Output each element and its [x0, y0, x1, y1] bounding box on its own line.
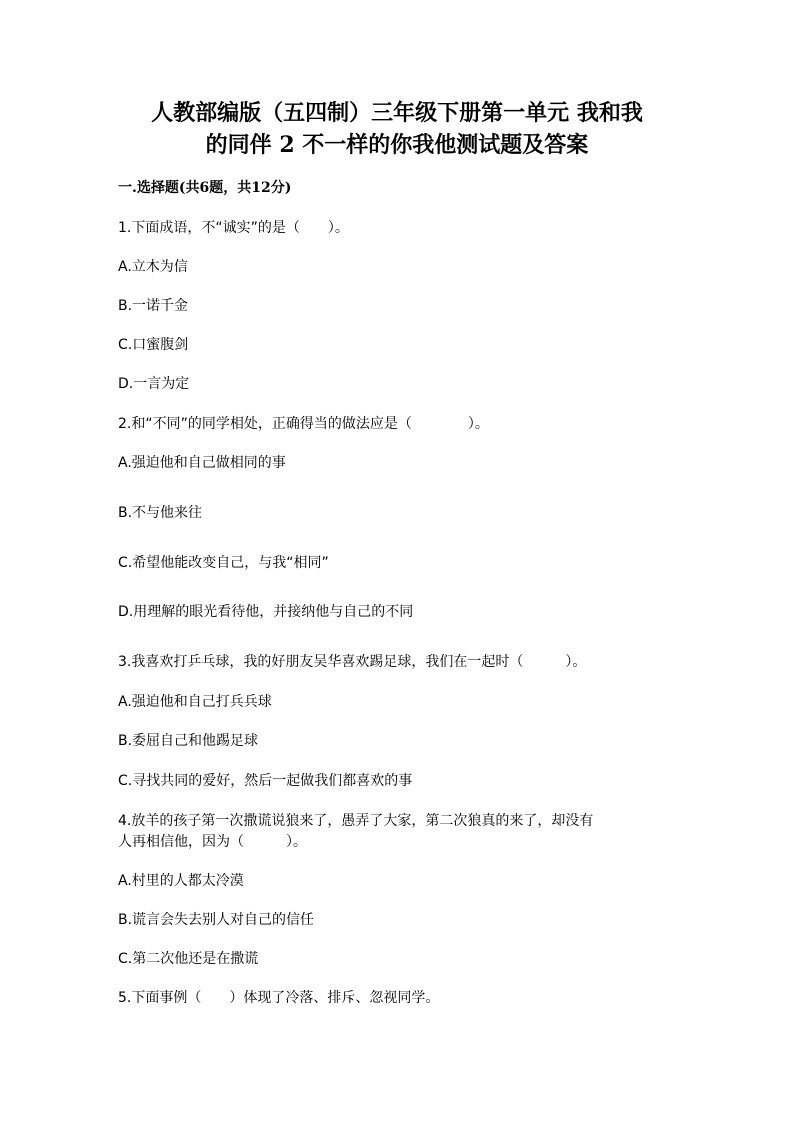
question-2-stem: 2.和“不同”的同学相处，正确得当的做法应是（ ）。 — [118, 416, 489, 432]
question-4-stem-line-1: 4.放羊的孩子第一次撒谎说狼来了，愚弄了大家，第二次狼真的来了，却没有 — [118, 813, 594, 829]
question-4-option-b: B.谎言会失去别人对自己的信任 — [118, 912, 315, 928]
question-2-option-c: C.希望他能改变自己，与我“相同” — [118, 555, 329, 571]
question-4-stem-line-2: 人再相信他，因为（ ）。 — [118, 834, 307, 850]
document-title-line-1: 人教部编版（五四制）三年级下册第一单元 我和我 — [151, 100, 643, 126]
question-1-option-d: D.一言为定 — [118, 376, 190, 392]
question-2-option-d: D.用理解的眼光看待他，并接纳他与自己的不同 — [118, 604, 414, 620]
question-3-option-a: A.强迫他和自己打兵兵球 — [118, 694, 272, 710]
question-1-stem: 1.下面成语，不“诚实”的是（ ）。 — [118, 220, 349, 236]
section-heading: 一.选择题(共6题，共12分) — [118, 180, 292, 196]
question-3-option-c: C.寻找共同的爱好，然后一起做我们都喜欢的事 — [118, 773, 413, 789]
question-3-option-b: B.委屈自己和他踢足球 — [118, 733, 259, 749]
question-4-option-c: C.第二次他还是在撒谎 — [118, 951, 259, 967]
question-2-option-b: B.不与他来往 — [118, 505, 203, 521]
question-4-option-a: A.村里的人都太冷漠 — [118, 873, 244, 889]
question-2-option-a: A.强迫他和自己做相同的事 — [118, 455, 286, 471]
question-1-option-b: B.一诺千金 — [118, 298, 189, 314]
question-1-option-a: A.立木为信 — [118, 259, 188, 275]
question-1-option-c: C.口蜜腹剑 — [118, 337, 189, 353]
document-title-line-2: 的同伴 2 不一样的你我他测试题及答案 — [205, 132, 589, 158]
question-5-stem: 5.下面事例（ ）体现了冷落、排斥、忽视同学。 — [118, 990, 440, 1006]
question-3-stem: 3.我喜欢打乒乓球，我的好朋友吴华喜欢踢足球，我们在一起时（ ）。 — [118, 654, 587, 670]
